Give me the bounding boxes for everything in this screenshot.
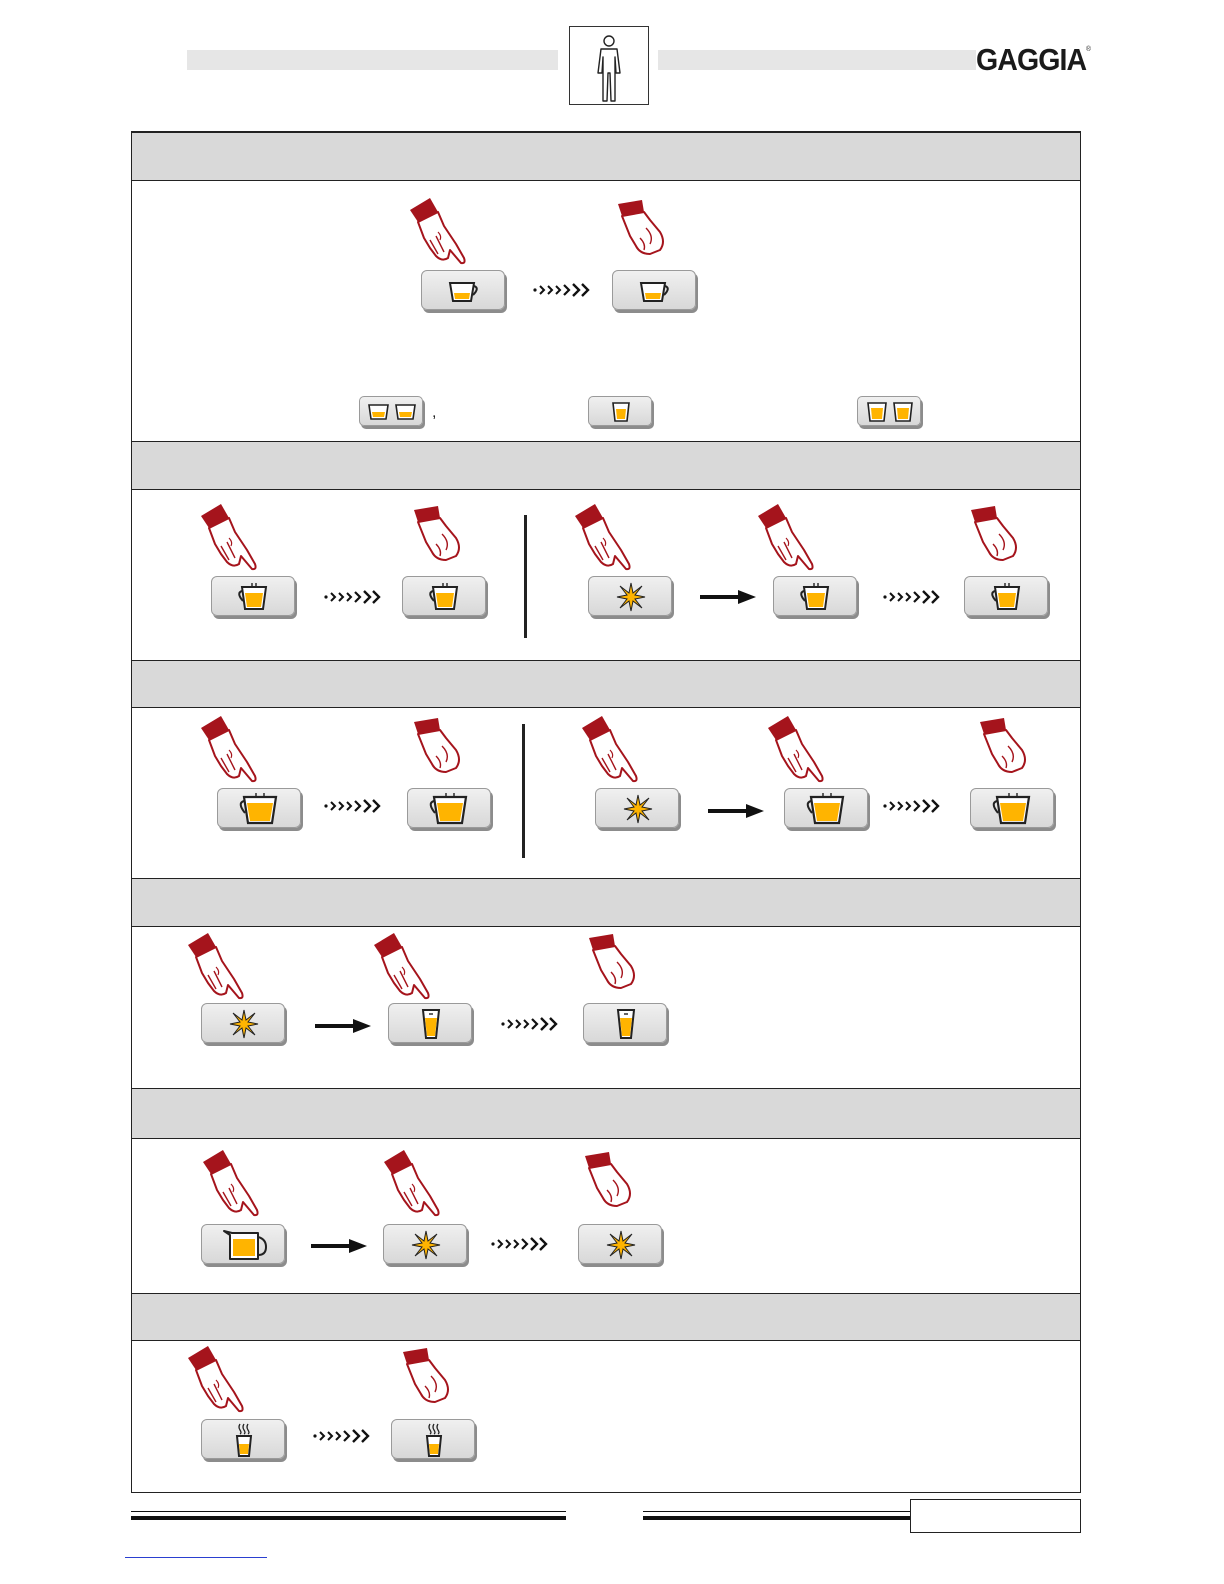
- hand-release-icon: [583, 932, 647, 1004]
- hand-press-icon: [201, 1148, 265, 1220]
- double-espresso-icon: [360, 397, 424, 427]
- hold-dots-arrow-icon: [323, 589, 383, 605]
- hand-release-icon: [408, 504, 472, 576]
- footer-rule-left: [131, 1516, 566, 1520]
- long-coffee-button[interactable]: [388, 1003, 472, 1043]
- hold-dots-arrow-icon: [312, 1428, 372, 1444]
- hold-dots-arrow-icon: [500, 1016, 560, 1032]
- coffee-button-released[interactable]: [964, 576, 1048, 616]
- hand-press-icon: [186, 931, 250, 1003]
- large-coffee-button-released[interactable]: [407, 788, 491, 828]
- comma-separator: ,: [432, 404, 437, 421]
- then-arrow-icon: [700, 589, 756, 605]
- tall-glass-icon: [584, 1004, 668, 1044]
- jug-button[interactable]: [201, 1224, 285, 1264]
- coffee-button[interactable]: [211, 576, 295, 616]
- single-cup-button[interactable]: [588, 396, 652, 426]
- then-arrow-icon: [708, 803, 764, 819]
- large-cup-icon: [785, 789, 869, 829]
- hand-press-icon: [408, 196, 472, 268]
- then-arrow-icon: [311, 1238, 367, 1254]
- divider-line: [524, 515, 527, 638]
- section-header-long-coffee: [132, 878, 1080, 927]
- espresso-cup-icon: [422, 271, 506, 311]
- coffee-cup-icon: [774, 577, 858, 617]
- hand-release-icon: [974, 716, 1038, 788]
- hand-press-icon: [372, 931, 436, 1003]
- hot-water-icon: [392, 1420, 476, 1460]
- footer-link-underline[interactable]: [125, 1557, 267, 1558]
- hold-dots-arrow-icon: [882, 589, 942, 605]
- aroma-button[interactable]: [595, 788, 679, 828]
- coffee-cup-icon: [403, 577, 487, 617]
- espresso-button-released[interactable]: [612, 270, 696, 310]
- hand-press-icon: [199, 502, 263, 574]
- hot-water-button-released[interactable]: [391, 1419, 475, 1459]
- coffee-button-released[interactable]: [402, 576, 486, 616]
- user-manual-figure-icon: [569, 26, 649, 105]
- hot-water-icon: [202, 1420, 286, 1460]
- aroma-button-released[interactable]: [578, 1224, 662, 1264]
- double-cup-icon: [858, 397, 922, 427]
- double-cup-button[interactable]: [857, 396, 921, 426]
- coffee-cup-icon: [965, 577, 1049, 617]
- hand-release-icon: [579, 1150, 643, 1222]
- large-cup-icon: [408, 789, 492, 829]
- espresso-button[interactable]: [421, 270, 505, 310]
- divider-line: [522, 724, 525, 858]
- large-cup-icon: [971, 789, 1055, 829]
- hand-press-icon: [573, 502, 637, 574]
- hand-press-icon: [756, 502, 820, 574]
- aroma-button[interactable]: [201, 1003, 285, 1043]
- section-header-coffee: [132, 441, 1080, 490]
- tall-glass-icon: [389, 1004, 473, 1044]
- large-coffee-button-released[interactable]: [970, 788, 1054, 828]
- long-coffee-button-released[interactable]: [583, 1003, 667, 1043]
- hand-release-icon: [612, 198, 676, 270]
- footer-rule-right: [643, 1516, 910, 1520]
- coffee-cup-icon: [212, 577, 296, 617]
- espresso-cup-icon: [613, 271, 697, 311]
- aroma-star-icon: [596, 789, 680, 829]
- hand-press-icon: [580, 714, 644, 786]
- footer-rule-left-thin: [131, 1511, 566, 1512]
- large-coffee-button[interactable]: [784, 788, 868, 828]
- large-cup-icon: [218, 789, 302, 829]
- section-header-hot-water: [132, 1293, 1080, 1341]
- aroma-star-icon: [579, 1225, 663, 1265]
- hand-release-icon: [397, 1346, 461, 1418]
- brand-logo: GAGGIA®: [976, 42, 1090, 77]
- hand-press-icon: [766, 714, 830, 786]
- section-header-espresso: [132, 132, 1080, 181]
- hold-dots-arrow-icon: [490, 1236, 550, 1252]
- section-header-large-coffee: [132, 660, 1080, 708]
- hand-release-icon: [965, 504, 1029, 576]
- hand-press-icon: [199, 714, 263, 786]
- aroma-button[interactable]: [588, 576, 672, 616]
- hold-dots-arrow-icon: [882, 798, 942, 814]
- aroma-star-icon: [202, 1004, 286, 1044]
- hold-dots-arrow-icon: [532, 282, 592, 298]
- aroma-star-icon: [384, 1225, 468, 1265]
- hand-press-icon: [382, 1148, 446, 1220]
- hot-water-button[interactable]: [201, 1419, 285, 1459]
- footer-rule-right-thin: [643, 1511, 910, 1512]
- then-arrow-icon: [315, 1018, 371, 1034]
- single-cup-icon: [589, 397, 653, 427]
- double-espresso-button[interactable]: [359, 396, 423, 426]
- jug-icon: [202, 1225, 286, 1265]
- hand-release-icon: [408, 716, 472, 788]
- header-bar-left: [187, 50, 558, 70]
- page-number-box: [910, 1499, 1081, 1533]
- aroma-button[interactable]: [383, 1224, 467, 1264]
- section-header-jug: [132, 1088, 1080, 1139]
- large-coffee-button[interactable]: [217, 788, 301, 828]
- coffee-button[interactable]: [773, 576, 857, 616]
- hand-press-icon: [186, 1344, 250, 1416]
- header-bar-right: [658, 50, 976, 70]
- hold-dots-arrow-icon: [323, 798, 383, 814]
- aroma-star-icon: [589, 577, 673, 617]
